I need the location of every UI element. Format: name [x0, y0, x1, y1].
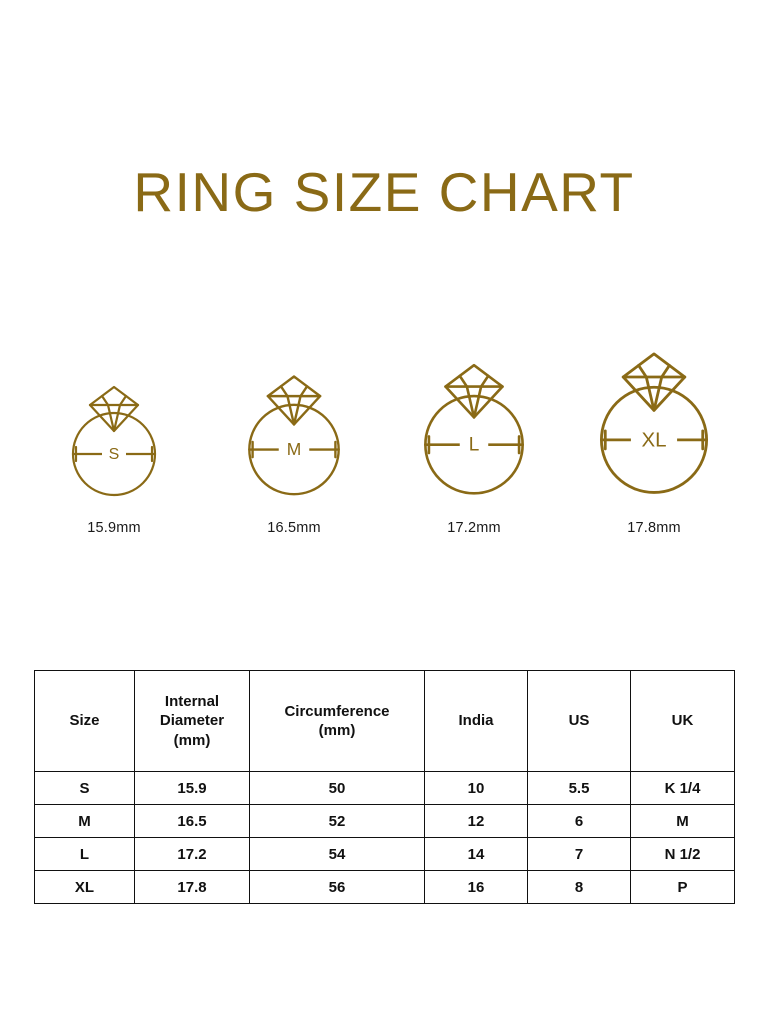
cell-india: 10	[425, 772, 528, 805]
ring-size-mm-label: 16.5mm	[267, 520, 321, 536]
ring-size-item	[29, 359, 199, 536]
cell-us: 7	[528, 838, 631, 871]
table-row	[35, 805, 735, 838]
cell-size: L	[35, 838, 135, 871]
cell-uk: K 1/4	[631, 772, 735, 805]
ring-size-letter: XL	[641, 428, 667, 452]
column-header-line: (mm)	[318, 722, 356, 739]
ring-illustrations-row	[0, 318, 768, 536]
cell-uk: N 1/2	[631, 838, 735, 871]
cell-circumference: 50	[250, 772, 425, 805]
ring-size-item	[389, 332, 559, 536]
column-header-internal-diameter	[135, 671, 250, 772]
cell-diameter: 17.2	[135, 838, 250, 871]
table-row	[35, 871, 735, 904]
cell-india: 16	[425, 871, 528, 904]
cell-diameter: 15.9	[135, 772, 250, 805]
ring-size-mm-label: 15.9mm	[87, 520, 141, 536]
table-body	[35, 772, 735, 904]
column-header-line: Internal	[164, 692, 220, 710]
ring-size-letter: M	[286, 438, 302, 459]
cell-circumference: 56	[250, 871, 425, 904]
cell-us: 6	[528, 805, 631, 838]
ring-size-mm-label: 17.2mm	[447, 520, 501, 536]
table-header	[35, 671, 735, 772]
column-header-size: Size	[35, 671, 135, 772]
column-header-line: Circumference	[284, 702, 390, 720]
diamond-ring-icon	[572, 318, 736, 504]
column-header-line: Diameter	[159, 712, 225, 730]
cell-size: XL	[35, 871, 135, 904]
cell-size: S	[35, 772, 135, 805]
cell-diameter: 17.8	[135, 871, 250, 904]
ring-size-mm-label: 17.8mm	[627, 520, 681, 536]
table-header-row	[35, 671, 735, 772]
ring-size-item	[569, 318, 739, 536]
cell-diameter: 16.5	[135, 805, 250, 838]
page-title: RING SIZE CHART	[133, 161, 635, 223]
column-header-line: (mm)	[173, 731, 211, 749]
column-header-circumference	[250, 671, 425, 772]
ring-size-letter: S	[108, 446, 120, 463]
cell-circumference: 52	[250, 805, 425, 838]
diamond-ring-icon	[54, 359, 174, 504]
ring-size-letter: L	[468, 434, 480, 456]
cell-india: 14	[425, 838, 528, 871]
cell-circumference: 54	[250, 838, 425, 871]
cell-us: 8	[528, 871, 631, 904]
cell-uk: M	[631, 805, 735, 838]
diamond-ring-icon	[399, 332, 549, 504]
cell-size: M	[35, 805, 135, 838]
table-row	[35, 838, 735, 871]
diamond-ring-icon	[226, 346, 362, 504]
table-row	[35, 772, 735, 805]
cell-us: 5.5	[528, 772, 631, 805]
ring-size-item	[209, 346, 379, 536]
ring-size-table	[34, 670, 735, 904]
column-header-us: US	[528, 671, 631, 772]
column-header-india: India	[425, 671, 528, 772]
cell-india: 12	[425, 805, 528, 838]
cell-uk: P	[631, 871, 735, 904]
column-header-uk: UK	[631, 671, 735, 772]
